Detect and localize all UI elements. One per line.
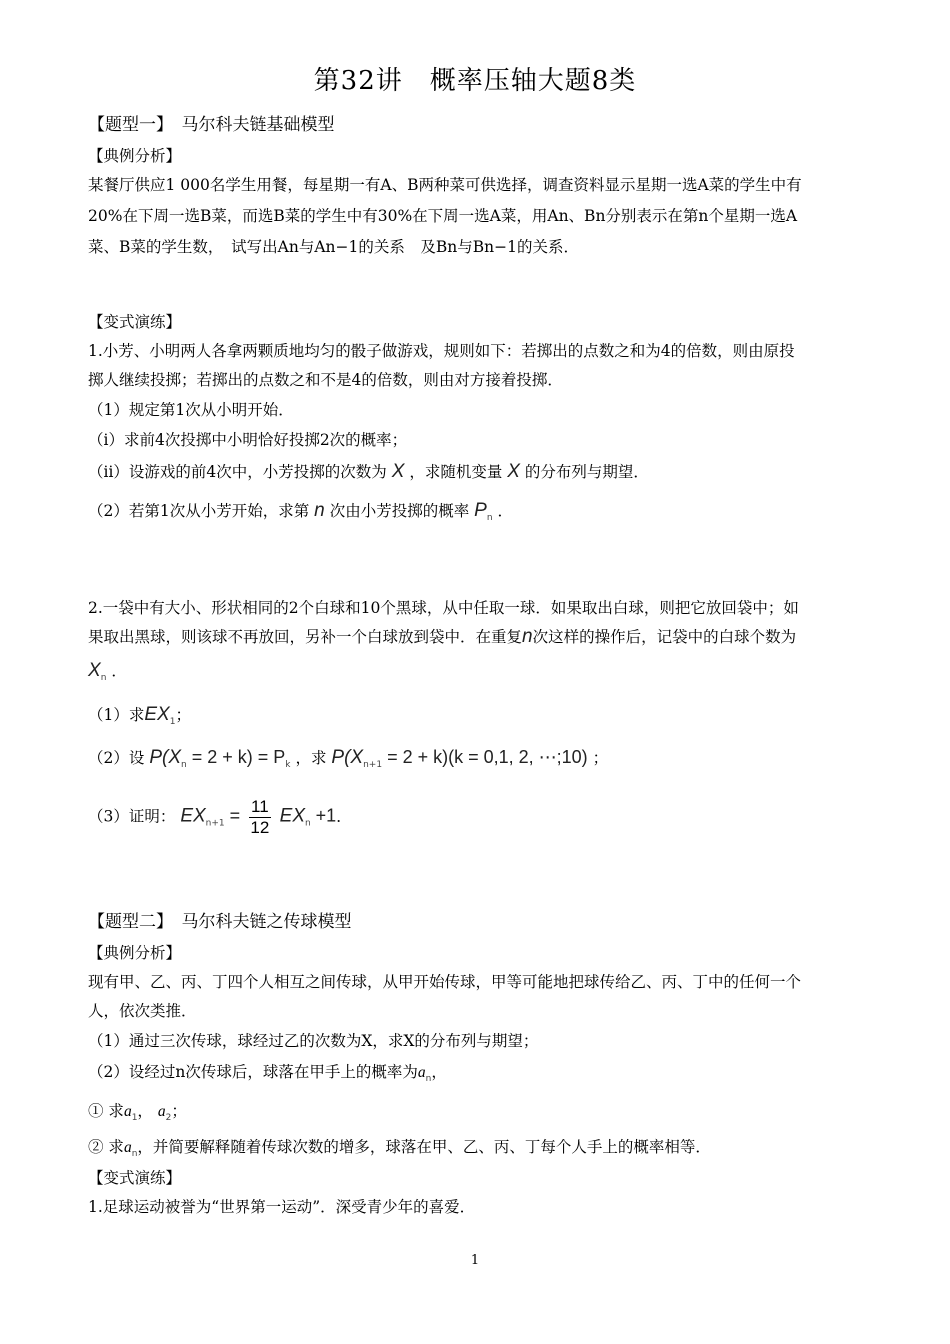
math-pn1-expr-a: P(X <box>331 747 364 768</box>
math-sub-n: n <box>181 760 187 770</box>
section2-practice-line-1: 1.足球运动被誉为“世界第一运动”．深受青少年的喜爱． <box>88 1198 476 1216</box>
math-sub-n: n <box>305 818 311 829</box>
math-a: a <box>123 1139 132 1156</box>
section2-part2-text-a: （2）设经过n次传球后，球落在甲手上的概率为 <box>88 1063 418 1081</box>
section2-sub1-text-a: ① 求 <box>88 1102 124 1120</box>
section2-part1: （1）通过三次传球，球经过乙的次数为X，求X的分布列与期望； <box>88 1032 539 1050</box>
problem2-part2-text-c: ； <box>592 749 609 767</box>
math-fraction-11-12 <box>249 797 271 838</box>
section2-line-1: 现有甲、乙、丙、丁四个人相互之间传球，从甲开始传球，甲等可能地把球传给乙、丙、丁中的任何一个 <box>88 973 802 991</box>
math-sub-n: n <box>100 673 107 683</box>
math-X: X <box>507 461 520 482</box>
math-pn-expr-b: = 2 + k) = P <box>186 747 286 767</box>
math-X: X <box>88 660 101 681</box>
math-EX: EX <box>180 805 206 827</box>
problem1-part2 <box>88 500 868 529</box>
problem2-line-2-text-b: 次这样的操作后，记袋中的白球个数为 <box>532 628 797 646</box>
problem2-part2 <box>88 746 868 776</box>
section2-practice-header: 【变式演练】 <box>88 1169 182 1187</box>
math-P: P <box>474 500 487 521</box>
math-n: n <box>314 500 325 521</box>
problem2-line-3 <box>88 660 868 689</box>
problem2-part1-text-a: （1）求 <box>88 706 145 724</box>
section1-example-line-1: 某餐厅供应1 000名学生用餐，每星期一有A、B两种菜可供选择，调查资料显示星期一选A菜的学生中有 <box>88 176 802 194</box>
section2-example-header: 【典例分析】 <box>88 944 182 962</box>
section2-sub2-text-a: ② 求 <box>88 1138 124 1156</box>
problem2-part3 <box>88 797 868 838</box>
math-a: a <box>157 1103 166 1120</box>
math-pn1-expr <box>331 747 588 770</box>
section2-heading: 【题型二】 马尔科夫链之传球模型 <box>88 912 352 932</box>
problem2-line-3-text: ． <box>111 662 127 680</box>
math-a: a <box>417 1064 426 1081</box>
section1-example-line-2: 20%在下周一选B菜，而选B菜的学生中有30%在下周一选A菜，用An、Bn分别表示在第n个星期一选A <box>88 207 798 225</box>
section2-sub1-text-c: ； <box>171 1102 187 1120</box>
section1-practice-header: 【变式演练】 <box>88 313 182 331</box>
problem1-part2-text-c: ． <box>497 502 513 520</box>
problem2-part2-text-a: （2）设 <box>88 749 145 767</box>
problem2-line-2-text-a: 果取出黑球，则该球不再放回，另补一个白球放到袋中．在重复 <box>88 628 523 646</box>
problem2-part1-text-b: ； <box>175 706 191 724</box>
page-title: 第32讲 概率压轴大题8类 <box>313 66 637 96</box>
problem1-part1-ii-text-b: ，求随机变量 <box>409 463 503 481</box>
problem1-line-2: 掷人继续投掷；若掷出的点数之和不是4的倍数，则由对方接着投掷． <box>88 371 563 389</box>
page-number: 1 <box>470 1253 480 1268</box>
problem2-line-1: 2.一袋中有大小、形状相同的2个白球和10个黑球，从中任取一球．如果取出白球，则把它放回袋中；如 <box>88 599 799 617</box>
fraction-numerator: 11 <box>251 797 269 816</box>
section1-example-header: 【典例分析】 <box>88 147 182 165</box>
math-sub-n1: n+1 <box>363 760 383 770</box>
math-pn-expr-a: P(X <box>149 747 181 768</box>
fraction-denominator: 12 <box>250 818 270 837</box>
math-sub-n: n <box>425 1074 432 1084</box>
problem1-part1-ii <box>88 461 868 483</box>
problem1-part1: （1）规定第1次从小明开始． <box>88 401 294 419</box>
math-sub-k: k <box>285 760 291 770</box>
math-EX: EX <box>144 704 170 725</box>
section2-line-2: 人，依次类推． <box>88 1002 197 1020</box>
math-sub-n: n <box>131 1149 138 1159</box>
section2-part2 <box>88 1061 868 1090</box>
problem2-part1 <box>88 704 868 733</box>
math-n: n <box>522 626 533 647</box>
problem1-part2-text-a: （2）若第1次从小芳开始，求第 <box>88 502 310 520</box>
problem1-part1-i: （ⅰ）求前4次投掷中小明恰好投掷2次的概率； <box>88 431 408 449</box>
section2-sub2 <box>88 1136 868 1165</box>
math-sub-n: n <box>486 513 493 523</box>
math-plus-one: +1 <box>315 805 337 826</box>
math-pn-expr <box>149 747 291 770</box>
math-sub-1: 1 <box>169 717 176 727</box>
section1-heading: 【题型一】 马尔科夫链基础模型 <box>88 115 335 135</box>
math-sub-n1: n+1 <box>205 818 225 829</box>
math-pn1-expr-b: = 2 + k)(k = 0,1, 2, ⋯;10) <box>382 747 588 767</box>
math-a: a <box>123 1103 132 1120</box>
section2-sub1-text-b: ， <box>137 1102 153 1120</box>
math-X: X <box>391 461 405 482</box>
section2-part2-text-b: ， <box>431 1063 447 1081</box>
problem2-part3-text-b: ． <box>336 807 352 826</box>
problem1-line-1: 1.小芳、小明两人各拿两颗质地均匀的骰子做游戏，规则如下：若掷出的点数之和为4的倍数，则由原投 <box>88 342 795 360</box>
problem1-part1-ii-text-a: （ⅱ）设游戏的前4次中，小芳投掷的次数为 <box>88 463 387 481</box>
math-sub-2: 2 <box>165 1113 172 1123</box>
problem1-part1-ii-text-c: 的分布列与期望． <box>524 463 649 481</box>
section2-sub1 <box>88 1100 868 1129</box>
problem1-part2-text-b: 次由小芳投掷的概率 <box>329 502 470 520</box>
problem2-part2-text-b: ，求 <box>295 749 327 767</box>
math-sub-1: 1 <box>131 1113 138 1123</box>
math-equals: = <box>229 805 241 826</box>
problem2-part3-text-a: （3）证明： <box>88 807 176 826</box>
math-EX: EX <box>279 805 305 827</box>
section2-sub2-text-b: ，并简要解释随着传球次数的增多，球落在甲、乙、丙、丁每个人手上的概率相等． <box>137 1138 711 1156</box>
problem2-line-2 <box>88 626 868 648</box>
section1-example-line-3: 菜、B菜的学生数， 试写出An与An−1的关系 及Bn与Bn−1的关系． <box>88 238 579 256</box>
